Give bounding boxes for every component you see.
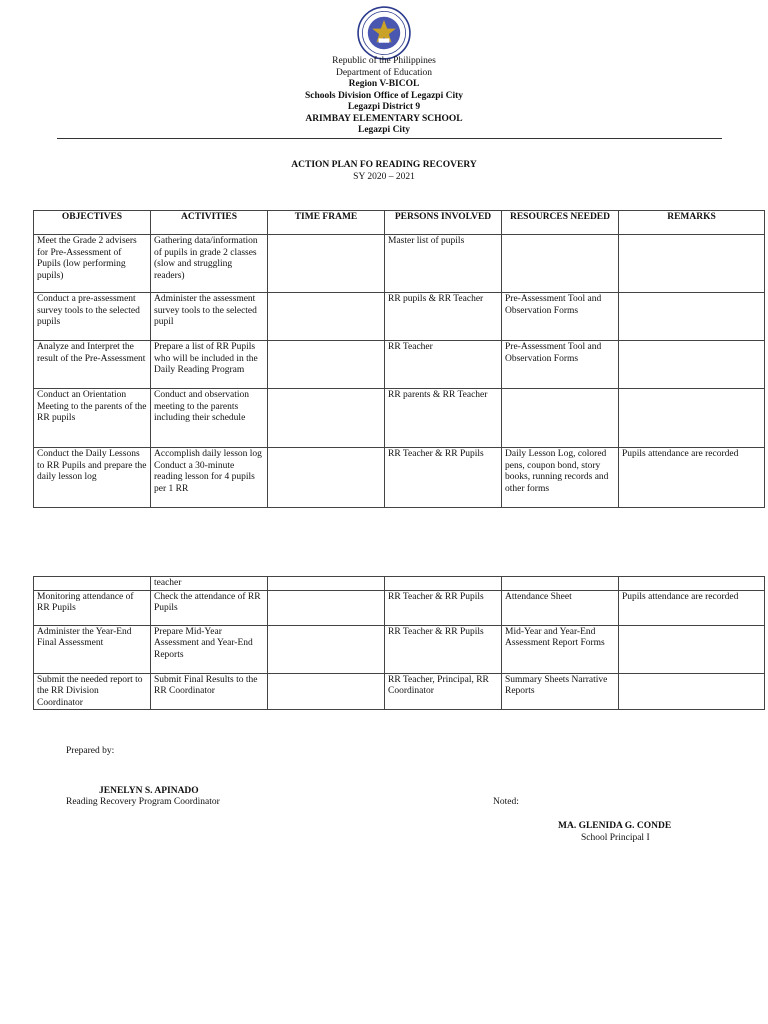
city-line: Legazpi City xyxy=(358,125,410,135)
cell-activities: Check the attendance of RR Pupils xyxy=(151,590,268,625)
cell-persons-involved: RR Teacher, Principal, RR Coordinator xyxy=(385,673,502,710)
col-header-activities: ACTIVITIES xyxy=(151,211,268,235)
col-header-objectives: OBJECTIVES xyxy=(34,211,151,235)
cell-remarks xyxy=(619,341,765,389)
cell-activities: Submit Final Results to the RR Coordinator xyxy=(151,673,268,710)
table-row xyxy=(34,673,765,710)
cell-activities: Prepare a list of RR Pupils who will be included in the Daily Reading Program xyxy=(151,341,268,389)
action-plan-table-continued xyxy=(33,576,765,710)
table-row xyxy=(34,389,765,448)
cell-persons-involved: RR Teacher xyxy=(385,341,502,389)
cell-time-frame xyxy=(268,389,385,448)
document-title: ACTION PLAN FO READING RECOVERY xyxy=(291,160,477,170)
cell-remarks xyxy=(619,293,765,341)
cell-remarks xyxy=(619,235,765,293)
table-row xyxy=(34,625,765,673)
cell-time-frame xyxy=(268,235,385,293)
cell-objectives: Analyze and Interpret the result of the Pre-Assessment xyxy=(34,341,151,389)
cell-persons-involved xyxy=(385,577,502,591)
cell-resources-needed xyxy=(502,577,619,591)
cell-persons-involved: RR Teacher & RR Pupils xyxy=(385,448,502,508)
school-year: SY 2020 – 2021 xyxy=(353,172,415,182)
cell-objectives xyxy=(34,577,151,591)
cell-objectives: Meet the Grade 2 advisers for Pre-Assessment of Pupils (low performing pupils) xyxy=(34,235,151,293)
cell-persons-involved: RR pupils & RR Teacher xyxy=(385,293,502,341)
cell-activities: teacher xyxy=(151,577,268,591)
table-row xyxy=(34,590,765,625)
preparer-name: JENELYN S. APINADO xyxy=(99,786,199,796)
col-header-persons-involved: PERSONS INVOLVED xyxy=(385,211,502,235)
cell-objectives: Administer the Year-End Final Assessment xyxy=(34,625,151,673)
cell-time-frame xyxy=(268,448,385,508)
table-row xyxy=(34,341,765,389)
cell-time-frame xyxy=(268,293,385,341)
header-divider xyxy=(57,138,722,139)
cell-resources-needed: Pre-Assessment Tool and Observation Forms xyxy=(502,293,619,341)
cell-activities: Accomplish daily lesson log Conduct a 30-minute reading lesson for 4 pupils per 1 RR xyxy=(151,448,268,508)
cell-activities: Prepare Mid-Year Assessment and Year-End Reports xyxy=(151,625,268,673)
cell-objectives: Submit the needed report to the RR Division Coordinator xyxy=(34,673,151,710)
cell-remarks xyxy=(619,625,765,673)
table-row xyxy=(34,577,765,591)
division-line: Schools Division Office of Legazpi City xyxy=(304,90,464,101)
cell-persons-involved: RR Teacher & RR Pupils xyxy=(385,590,502,625)
cell-resources-needed xyxy=(502,389,619,448)
cell-resources-needed: Pre-Assessment Tool and Observation Forms xyxy=(502,341,619,389)
col-header-resources-needed: RESOURCES NEEDED xyxy=(502,211,619,235)
cell-objectives: Conduct the Daily Lessons to RR Pupils and prepare the daily lesson log xyxy=(34,448,151,508)
principal-name: MA. GLENIDA G. CONDE xyxy=(558,821,672,831)
republic-line: Republic of the Philippines xyxy=(332,56,436,66)
principal-title: School Principal I xyxy=(581,833,650,843)
cell-time-frame xyxy=(268,625,385,673)
cell-resources-needed: Daily Lesson Log, colored pens, coupon bond, story books, running records and other forms xyxy=(502,448,619,508)
cell-activities: Gathering data/information of pupils in grade 2 classes (slow and struggling readers) xyxy=(151,235,268,293)
noted-label: Noted: xyxy=(493,797,519,807)
col-header-remarks: REMARKS xyxy=(619,211,765,235)
cell-time-frame xyxy=(268,341,385,389)
cell-resources-needed: Mid-Year and Year-End Assessment Report Forms xyxy=(502,625,619,673)
table-header-row xyxy=(34,211,765,235)
department-line: Department of Education xyxy=(335,67,433,78)
cell-remarks xyxy=(619,673,765,710)
cell-activities: Administer the assessment survey tools to the selected pupil xyxy=(151,293,268,341)
preparer-title: Reading Recovery Program Coordinator xyxy=(66,797,220,807)
cell-resources-needed xyxy=(502,235,619,293)
cell-remarks: Pupils attendance are recorded xyxy=(619,590,765,625)
cell-resources-needed: Attendance Sheet xyxy=(502,590,619,625)
cell-time-frame xyxy=(268,590,385,625)
district-line: Legazpi District 9 xyxy=(347,102,421,112)
school-name: ARIMBAY ELEMENTARY SCHOOL xyxy=(305,113,463,124)
cell-objectives: Monitoring attendance of RR Pupils xyxy=(34,590,151,625)
document-title-block xyxy=(0,159,768,183)
cell-resources-needed: Summary Sheets Narrative Reports xyxy=(502,673,619,710)
action-plan-table xyxy=(33,210,765,508)
cell-remarks: Pupils attendance are recorded xyxy=(619,448,765,508)
cell-objectives: Conduct an Orientation Meeting to the parents of the RR pupils xyxy=(34,389,151,448)
deped-seal-logo xyxy=(357,6,411,60)
cell-remarks xyxy=(619,389,765,448)
cell-persons-involved: Master list of pupils xyxy=(385,235,502,293)
cell-time-frame xyxy=(268,673,385,710)
col-header-time-frame: TIME FRAME xyxy=(268,211,385,235)
cell-objectives: Conduct a pre-assessment survey tools to the selected pupils xyxy=(34,293,151,341)
cell-time-frame xyxy=(268,577,385,591)
letterhead xyxy=(0,56,768,137)
prepared-by-label: Prepared by: xyxy=(66,746,115,756)
table-row xyxy=(34,235,765,293)
table-row xyxy=(34,448,765,508)
cell-persons-involved: RR Teacher & RR Pupils xyxy=(385,625,502,673)
cell-activities: Conduct and observation meeting to the parents including their schedule xyxy=(151,389,268,448)
region-line: Region V-BICOL xyxy=(348,79,420,89)
cell-persons-involved: RR parents & RR Teacher xyxy=(385,389,502,448)
cell-remarks xyxy=(619,577,765,591)
table-row xyxy=(34,293,765,341)
